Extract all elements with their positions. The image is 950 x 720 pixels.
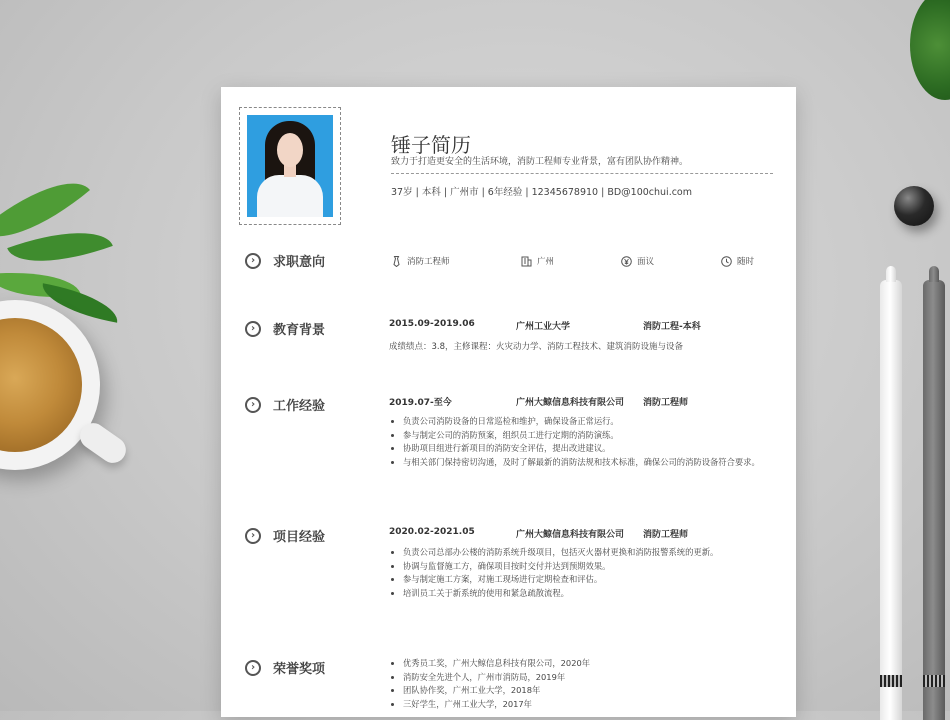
resume-sheet (221, 87, 796, 717)
work-role: 消防工程师 (643, 398, 689, 408)
education-period: 2015.09-2019.06 (389, 319, 475, 329)
plant-corner-decoration (910, 0, 950, 100)
project-company: 广州大鲸信息科技有限公司 (516, 530, 625, 540)
intent-label: 随时 (737, 257, 755, 267)
section-title: 项目经验 (273, 530, 326, 545)
list-item: • 参与制定施工方案，对施工现场进行定期检查和评估。 (403, 573, 783, 587)
section-header-project (245, 526, 325, 545)
section-title: 荣誉奖项 (273, 662, 326, 677)
black-ball-decoration (894, 186, 934, 226)
list-item: • 培训员工关于新系统的使用和紧急疏散流程。 (403, 587, 783, 601)
building-icon (521, 256, 532, 267)
header-divider (391, 173, 773, 174)
list-item: • 协调与监督施工方，确保项目按时交付并达到预期效果。 (403, 560, 783, 574)
intent-label: 消防工程师 (407, 257, 450, 267)
chevron-right-icon: › (245, 660, 261, 676)
grey-pen-decoration (923, 280, 945, 720)
cup-handle-decoration (75, 418, 131, 468)
chevron-right-icon: › (245, 321, 261, 337)
honors-bullets (389, 657, 783, 712)
project-role: 消防工程师 (643, 530, 689, 540)
list-item: • 团队协作奖，广州工业大学，2018年 (403, 684, 783, 698)
white-pen-decoration (880, 280, 902, 720)
section-header-education (245, 319, 325, 338)
project-bullets (389, 546, 783, 601)
tie-icon (391, 256, 402, 267)
section-header-honors (245, 658, 325, 677)
work-period: 2019.07-至今 (389, 398, 452, 408)
chevron-right-icon: › (245, 397, 261, 413)
education-major: 消防工程-本科 (643, 322, 701, 332)
section-title: 教育背景 (273, 323, 326, 338)
intent-label: 面议 (637, 257, 655, 267)
section-title: 求职意向 (273, 255, 326, 270)
intent-item-availability (721, 255, 754, 267)
list-item: • 协助项目组进行新项目的消防安全评估，提出改进建议。 (403, 442, 783, 456)
intent-item-city (521, 255, 554, 267)
section-header-intent (245, 251, 325, 270)
intent-item-salary (621, 255, 654, 267)
profile-photo-frame (239, 107, 341, 225)
resume-title: 锤子简历 (391, 133, 471, 157)
chevron-right-icon: › (245, 528, 261, 544)
project-period: 2020.02-2021.05 (389, 527, 475, 537)
clock-icon (721, 256, 732, 267)
section-header-work (245, 395, 325, 414)
list-item: • 消防安全先进个人，广州市消防局，2019年 (403, 671, 783, 685)
list-item: • 负责公司总部办公楼的消防系统升级项目，包括灭火器材更换和消防报警系统的更新。 (403, 546, 783, 560)
yen-icon (621, 256, 632, 267)
contact-info: 37岁 | 本科 | 广州市 | 6年经验 | 12345678910 | BD@100chui.com (391, 187, 692, 198)
list-item: • 三好学生，广州工业大学，2017年 (403, 698, 783, 712)
education-school: 广州工业大学 (516, 322, 571, 332)
resume-tagline: 致力于打造更安全的生活环境，消防工程师专业背景，富有团队协作精神。 (391, 157, 689, 167)
work-company: 广州大鲸信息科技有限公司 (516, 398, 625, 408)
work-bullets (389, 415, 783, 470)
education-details: 成绩绩点：3.8，主修课程：火灾动力学、消防工程技术、建筑消防设施与设备 (389, 342, 684, 352)
chevron-right-icon: › (245, 253, 261, 269)
list-item: • 负责公司消防设备的日常巡检和维护，确保设备正常运行。 (403, 415, 783, 429)
section-title: 工作经验 (273, 399, 326, 414)
profile-photo (247, 115, 333, 217)
intent-label: 广州 (537, 257, 555, 267)
list-item: • 参与制定公司的消防预案，组织员工进行定期的消防演练。 (403, 429, 783, 443)
intent-item-position (391, 255, 450, 267)
list-item: • 与相关部门保持密切沟通，及时了解最新的消防法规和技术标准，确保公司的消防设备符合要求。 (403, 456, 783, 470)
list-item: • 优秀员工奖，广州大鲸信息科技有限公司，2020年 (403, 657, 783, 671)
